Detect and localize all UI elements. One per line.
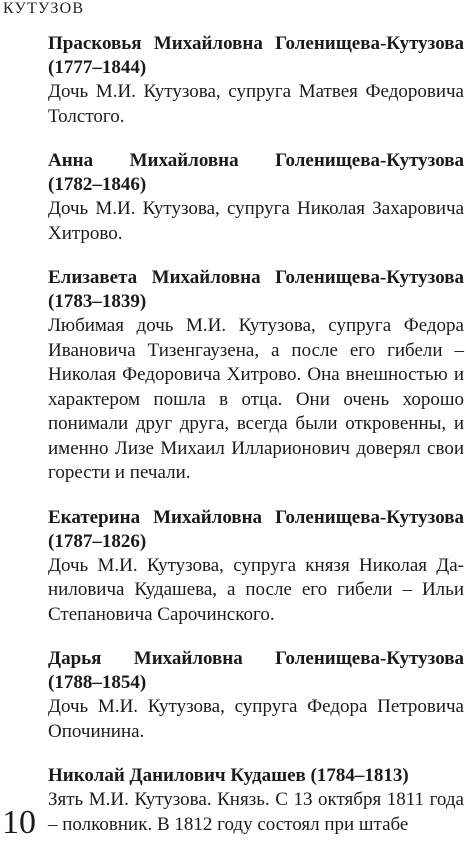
- entry-dates: (1782–1846): [48, 174, 147, 195]
- entry-ekaterina: [48, 506, 464, 628]
- entry-name: Прасковья Михайловна Голенищева-Кутузова: [48, 33, 464, 54]
- entry-description: Зять М.И. Кутузова. Князь. С 13 октября 1811 года – полковник. В 1812 году состоял при штабе: [48, 789, 464, 835]
- entry-anna: [48, 149, 464, 246]
- entry-description: Дочь М.И. Кутузова, супруга Николая Захаровича Хитрово.: [48, 198, 464, 244]
- entry-description: Дочь М.И. Кутузова, супруга Матвея Федоровича Толстого.: [48, 81, 464, 127]
- entry-description: Любимая дочь М.И. Кутузова, супруга Федора Ивановича Тизенгаузена, а после его гибели – Николая Федоровича Хитрово. Она внешностью и характером пошла в отца. Они очень хорошо понимали друг друга, всегда были откровенны, и именно Лизе Михаил Илларионович доверял свои горести и печали.: [48, 315, 464, 483]
- entry-name: Николай Данилович Кудашев (1784–1813): [48, 765, 409, 786]
- entry-dates: (1777–1844): [48, 57, 147, 78]
- entry-name: Анна Михайловна Голенищева-Кутузова: [48, 150, 464, 171]
- entry-praskovya: [48, 32, 464, 129]
- running-head: КУТУЗОВ: [3, 0, 85, 17]
- entry-name: Екатерина Михайловна Голенищева-Кутузова: [48, 506, 464, 528]
- entry-dates: (1783–1839): [48, 291, 147, 312]
- entry-dates: (1787–1826): [48, 530, 147, 552]
- page-number: 10: [2, 804, 36, 841]
- entry-name: Елизавета Михайловна Голенищева-Кутузова: [48, 267, 464, 288]
- entry-elizaveta: [48, 266, 464, 486]
- page-body: [48, 32, 464, 857]
- entry-description: Дочь М.И. Кутузова, супруга князя Николая Даниловича Кудашева, а после его гибели – Ильи Степановича Сарочинского.: [48, 554, 464, 625]
- entry-description: Дочь М.И. Кутузова, супруга Федора Петровича Опочинина.: [48, 696, 464, 742]
- entry-nikolay-kudashev: [48, 764, 464, 837]
- entry-dates: (1788–1854): [48, 672, 147, 693]
- entry-name: Дарья Михайловна Голенищева-Кутузова: [48, 648, 464, 669]
- entry-darya: [48, 647, 464, 744]
